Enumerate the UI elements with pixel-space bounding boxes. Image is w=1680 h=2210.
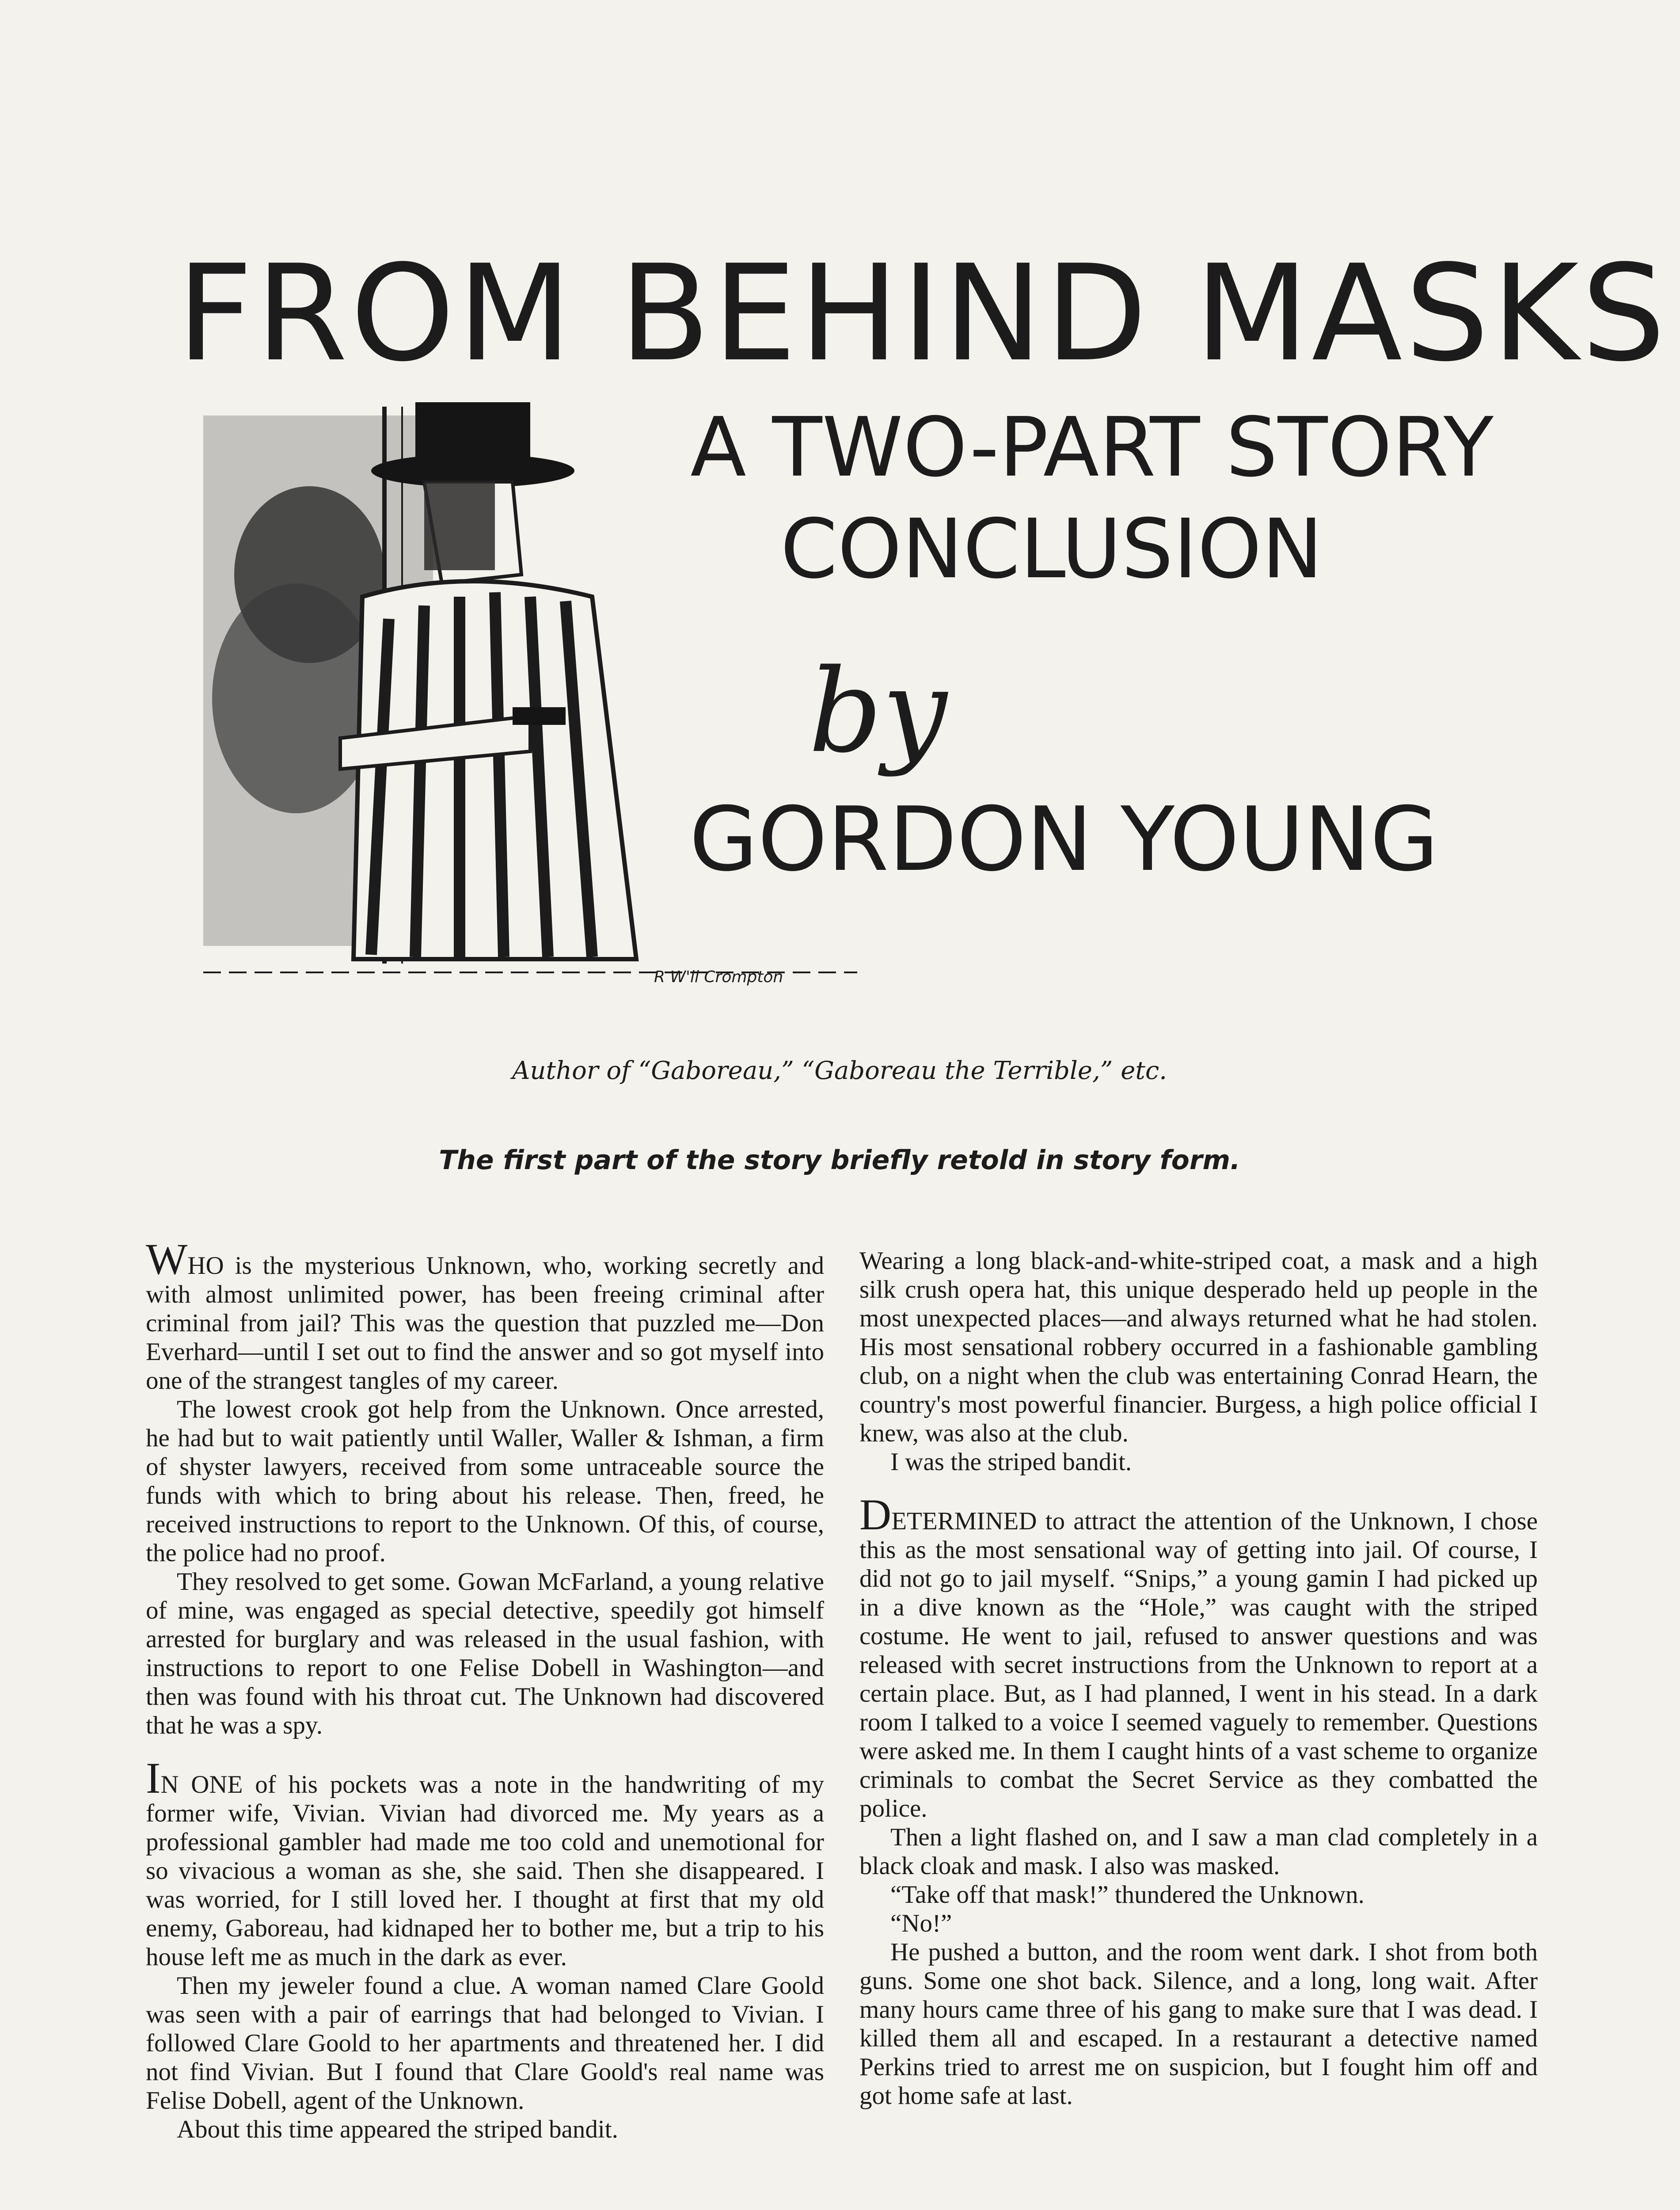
byline-by: by — [809, 645, 947, 778]
paragraph: “Take off that mask!” thundered the Unknown. — [890, 1881, 1365, 1909]
synopsis-heading: The first part of the story briefly retold in story form. — [439, 1145, 1240, 1176]
story-title: FROM BEHIND MASKS — [177, 236, 1669, 391]
story-part-label: CONCLUSION — [780, 501, 1323, 597]
paragraph: IN ONE of his pockets was a note in the handwriting of my former wife, Vivian. Vivian had divorced me. My years as a professional gambler had made me too cold and unemotional for so vivacious a woman as she, she said. Then she disappeared. I was worried, for I still loved her. I thought at first that my old enemy, Gaboreau, had kidnaped her to bother me, but a trip to his house left me as much in the dark as ever. — [146, 1753, 824, 1971]
paragraph: About this time appeared the striped bandit. — [177, 2115, 618, 2143]
paragraph: Wearing a long black-and-white-striped coat, a mask and a high silk crush opera hat, this unique desperado held up people in the most unexpected places—and always returned what he had stolen. His most sensational robbery occurred in a fashionable gambling club, on a night when the club was entertaining Conrad Hearn, the country's most powerful financier. Burgess, a high police official I knew, was also at the club. — [859, 1247, 1538, 1447]
paragraph: DETERMINED to attract the attention of the Unknown, I chose this as the most sensational way of getting into jail. Of course, I did not go to jail myself. “Snips,” a young gamin I had picked up in a dive known as the “Hole,” was caught with the striped costume. He went to jail, refused to answer questions and was released with secret instructions from the Unknown to report at a certain place. But, as I had planned, I went in his stead. In a dark room I talked to a voice I seemed vaguely to remember. Questions were asked me. In them I caught hints of a vast scheme to organize criminals to combat the Secret Service as they combatted the police. — [859, 1490, 1538, 1822]
paragraph: I was the striped bandit. — [890, 1448, 1132, 1476]
paragraph: Then my jeweler found a clue. A woman named Clare Goold was seen with a pair of earrings that had belonged to Vivian. I followed Clare Goold to her apartments and threatened her. I did not find Vivian. But I found that Clare Goold's real name was Felise Dobell, agent of the Unknown. — [146, 1972, 824, 2115]
paragraph: Then a light flashed on, and I saw a man clad completely in a black cloak and mask. I also was masked. — [859, 1823, 1538, 1880]
drop-cap: I — [146, 1753, 161, 1802]
paragraph: “No!” — [890, 1909, 952, 1937]
paragraph: WHO is the mysterious Unknown, who, working secretly and with almost unlimited power, has been freeing criminal after criminal from jail? This was the question that puzzled me—Don Everhard—until I set out to find the answer and so got myself into one of the strangest tangles of my career. — [146, 1235, 824, 1395]
author-credits: Author of “Gaboreau,” “Gaboreau the Terrible,” etc. — [512, 1056, 1167, 1085]
drop-cap: W — [146, 1235, 188, 1284]
paragraph: The lowest crook got help from the Unknown. Once arrested, he had but to wait patiently until Waller, Waller & Ishman, a firm of shyster lawyers, received from some untraceable source the funds with which to bring about his release. Then, freed, he received instructions to report to the Unknown. Of this, of course, the police had no proof. — [146, 1395, 824, 1567]
artist-signature: R W'll Crompton — [654, 968, 783, 986]
story-subtitle: A TWO-PART STORY — [690, 400, 1494, 495]
paragraph: They resolved to get some. Gowan McFarland, a young relative of mine, was engaged as special detective, speedily got himself arrested for burglary and was released in the usual fashion, with instructions to report to one Felise Dobell in Washington—and then was found with his throat cut. The Unknown had discovered that he was a spy. — [146, 1568, 824, 1739]
author-name: GORDON YOUNG — [689, 788, 1439, 891]
drop-cap: D — [859, 1490, 892, 1539]
masked-man-illustration — [194, 389, 866, 1003]
right-column — [859, 1246, 1538, 2110]
left-column — [146, 1235, 824, 2144]
paragraph: He pushed a button, and the room went dark. I shot from both guns. Some one shot back. Silence, and a long, long wait. After many hours came three of his gang to make sure that I was dead. I killed them all and escaped. In a restaurant a detective named Perkins tried to arrest me on suspicion, but I fought him off and got home safe at last. — [859, 1938, 1538, 2110]
